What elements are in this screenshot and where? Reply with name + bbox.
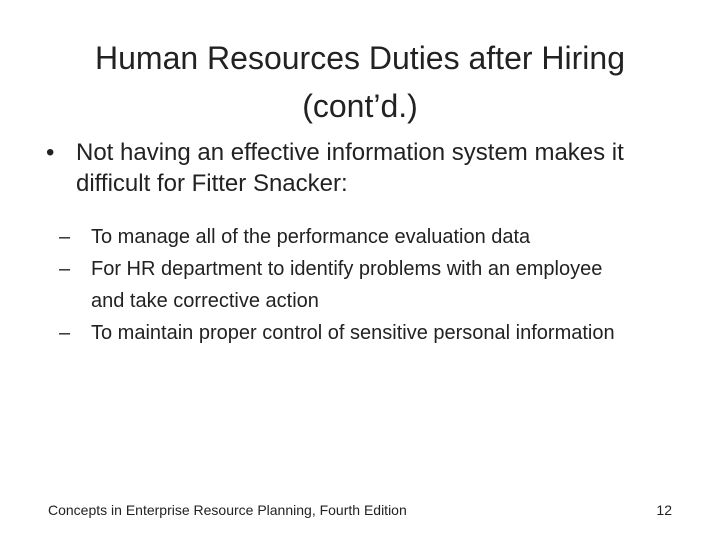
dash-marker: – [59, 258, 71, 280]
sub-bullet-text: To maintain proper control of sensitive personal information [91, 322, 615, 344]
slide-title-line-2: (cont’d.) [302, 88, 418, 124]
dash-marker: – [59, 226, 71, 248]
page-number: 12 [656, 502, 672, 518]
sub-bullet-text: To manage all of the performance evaluation data [91, 226, 531, 248]
slide-title-line-1: Human Resources Duties after Hiring [95, 40, 625, 76]
bullet-marker: • [46, 139, 55, 166]
sub-bullet-item [59, 317, 631, 349]
slide-title [40, 34, 680, 130]
sub-bullet-item [59, 221, 631, 253]
footer-book-title: Concepts in Enterprise Resource Planning, Fourth Edition [48, 502, 407, 518]
dash-marker: – [59, 322, 71, 344]
bullet-list [46, 137, 686, 349]
bullet-item [46, 137, 686, 349]
sub-bullet-list [59, 221, 686, 349]
sub-bullet-item [59, 253, 631, 317]
bullet-text: Not having an effective information system makes it difficult for Fitter Snacker: [76, 139, 624, 197]
sub-bullet-text: For HR department to identify problems with an employee and take corrective action [91, 258, 603, 312]
